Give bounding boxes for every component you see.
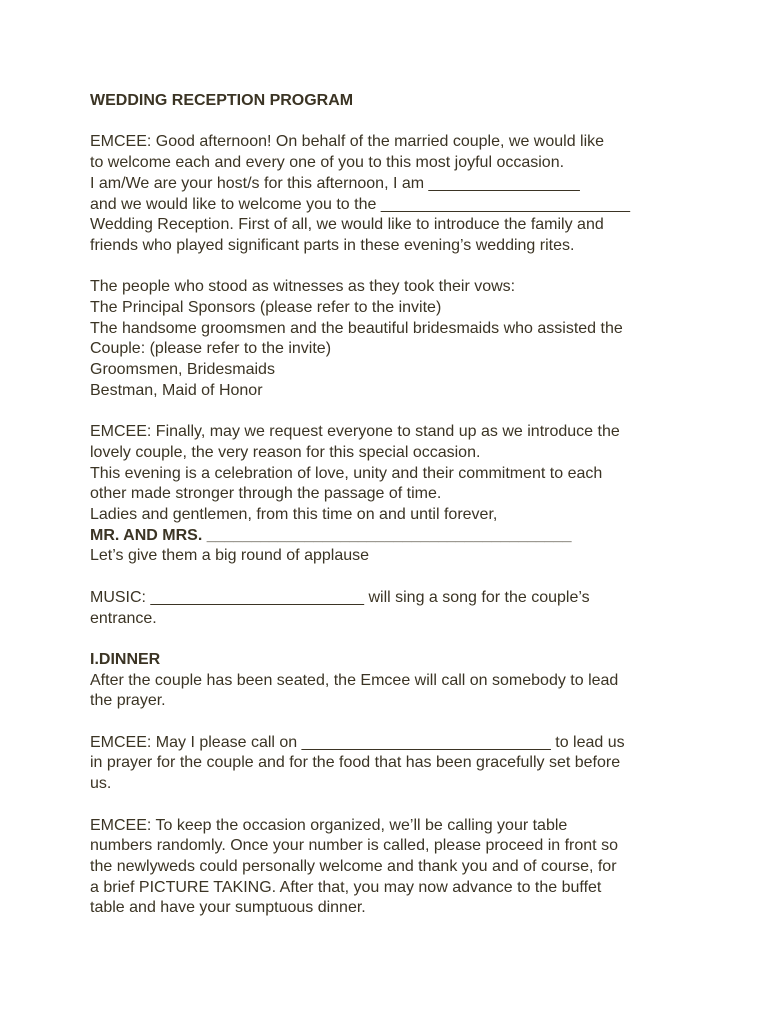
music-line: entrance. [90, 609, 157, 627]
paragraph-spacer [90, 629, 710, 650]
intro-line: EMCEE: Good afternoon! On behalf of the married couple, we would like [90, 133, 605, 151]
paragraph-spacer [90, 795, 710, 816]
organized-line: numbers randomly. Once your number is called, please proceed in front so [90, 837, 618, 855]
prayer-line: EMCEE: May I please call on ____________________________ to lead us [90, 733, 625, 751]
witnesses-line: The people who stood as witnesses as they took their vows: [90, 278, 516, 296]
finally-line: other made stronger through the passage of time. [90, 485, 442, 503]
organized-line: the newlyweds could personally welcome and thank you and of course, for [90, 857, 617, 875]
organized-line: table and have your sumptuous dinner. [90, 899, 366, 917]
mr-and-mrs-line: MR. AND MRS. _________________________________________ [90, 526, 572, 544]
finally-line: This evening is a celebration of love, unity and their commitment to each [90, 464, 603, 482]
music-line: MUSIC: ________________________ will sing a song for the couple’s [90, 588, 590, 606]
organized-line: a brief PICTURE TAKING. After that, you may now advance to the buffet [90, 878, 602, 896]
witnesses-line: The handsome groomsmen and the beautiful bridesmaids who assisted the [90, 319, 623, 337]
witnesses-line: Bestman, Maid of Honor [90, 381, 263, 399]
paragraph-spacer [90, 112, 710, 133]
applause-line: Let’s give them a big round of applause [90, 547, 370, 565]
finally-line: EMCEE: Finally, may we request everyone to stand up as we introduce the [90, 423, 620, 441]
intro-line: I am/We are your host/s for this afternoon, I am _________________ [90, 174, 580, 192]
witnesses-line: Couple: (please refer to the invite) [90, 340, 332, 358]
witnesses-line: Groomsmen, Bridesmaids [90, 361, 275, 379]
organized-line: EMCEE: To keep the occasion organized, we’ll be calling your table [90, 816, 568, 834]
intro-line: Wedding Reception. First of all, we would like to introduce the family and [90, 216, 604, 234]
prayer-line: us. [90, 775, 112, 793]
intro-line: friends who played significant parts in these evening’s wedding rites. [90, 236, 575, 254]
intro-line: and we would like to welcome you to the ____________________________ [90, 195, 630, 213]
paragraph-spacer [90, 567, 710, 588]
paragraph-spacer [90, 402, 710, 423]
dinner-intro-line: the prayer. [90, 692, 166, 710]
dinner-heading: I.DINNER [90, 650, 161, 668]
paragraph-spacer [90, 712, 710, 733]
paragraph-spacer [90, 257, 710, 278]
document-title: WEDDING RECEPTION PROGRAM [90, 92, 354, 109]
document-body [90, 91, 710, 919]
dinner-intro-line: After the couple has been seated, the Emcee will call on somebody to lead [90, 671, 619, 689]
intro-line: to welcome each and every one of you to this most joyful occasion. [90, 154, 565, 172]
finally-line: Ladies and gentlemen, from this time on and until forever, [90, 506, 498, 524]
finally-line: lovely couple, the very reason for this special occasion. [90, 443, 481, 461]
prayer-line: in prayer for the couple and for the food that has been gracefully set before [90, 754, 621, 772]
witnesses-line: The Principal Sponsors (please refer to the invite) [90, 299, 442, 316]
